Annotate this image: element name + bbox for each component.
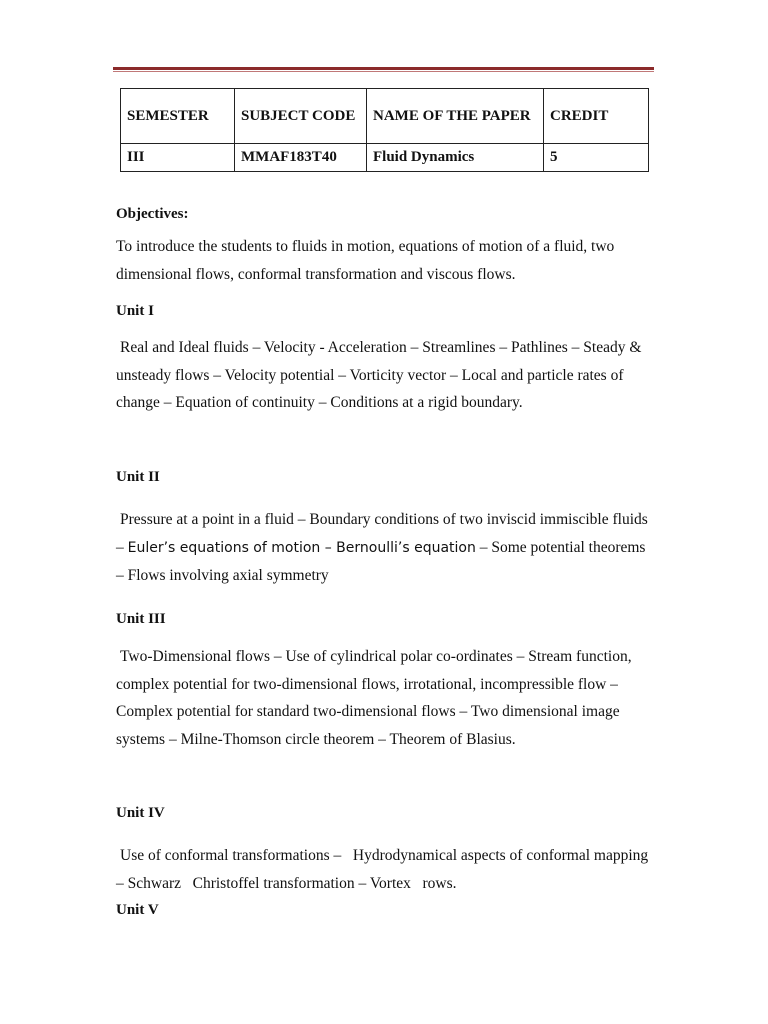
unit-4-text: Use of conformal transformations – Hydrodynamical aspects of conformal mapping – Schwarz Christoffel transformation – Vortex rows. bbox=[116, 847, 653, 892]
header-rule bbox=[113, 67, 654, 70]
unit-5-heading: Unit V bbox=[116, 902, 159, 918]
cell-paper-name: Fluid Dynamics bbox=[367, 144, 544, 172]
cell-credit: 5 bbox=[544, 144, 649, 172]
header-credit: CREDIT bbox=[544, 89, 649, 144]
unit-2-text-a: Pressure at a point in a fluid – Boundary conditions of two inviscid immiscible fluids – bbox=[116, 511, 648, 556]
unit-2-text bbox=[116, 506, 656, 590]
unit-2-text-c: – Some potential theorems – Flows involving axial symmetry bbox=[116, 538, 646, 584]
cell-semester: III bbox=[121, 144, 235, 172]
objectives-heading: Objectives: bbox=[116, 206, 189, 222]
unit-1-text: Real and Ideal fluids – Velocity - Acceleration – Streamlines – Pathlines – Steady & unsteady flows – Velocity potential – Vorticity vector – Local and particle rates of change – Equation of continuity – Conditions at a rigid boundary. bbox=[116, 339, 642, 411]
cell-subject-code: MMAF183T40 bbox=[235, 144, 367, 172]
unit-4-heading: Unit IV bbox=[116, 805, 165, 821]
objectives-text: To introduce the students to fluids in motion, equations of motion of a fluid, two dimensional flows, conformal transformation and viscous flows. bbox=[116, 238, 615, 283]
header-paper-name: NAME OF THE PAPER bbox=[367, 89, 544, 144]
table-header-row bbox=[121, 89, 649, 144]
unit-2-heading: Unit II bbox=[116, 469, 160, 485]
header-rule-thin bbox=[113, 71, 654, 72]
unit-3-text: Two-Dimensional flows – Use of cylindrical polar co-ordinates – Stream function, complex potential for two-dimensional flows, irrotational, incompressible flow – Complex potential for standard two-dimensional flows – Two dimensional image systems – Milne-Thomson circle theorem – Theorem of Blasius. bbox=[116, 648, 632, 748]
table-row bbox=[121, 144, 649, 172]
header-semester: SEMESTER bbox=[121, 89, 235, 144]
course-info-table bbox=[120, 88, 649, 172]
unit-1-heading: Unit I bbox=[116, 303, 154, 319]
header-subject-code: SUBJECT CODE bbox=[235, 89, 367, 144]
unit-3-heading: Unit III bbox=[116, 611, 166, 627]
unit-2-text-b: Euler’s equations of motion – Bernoulli’s equation bbox=[127, 539, 476, 556]
